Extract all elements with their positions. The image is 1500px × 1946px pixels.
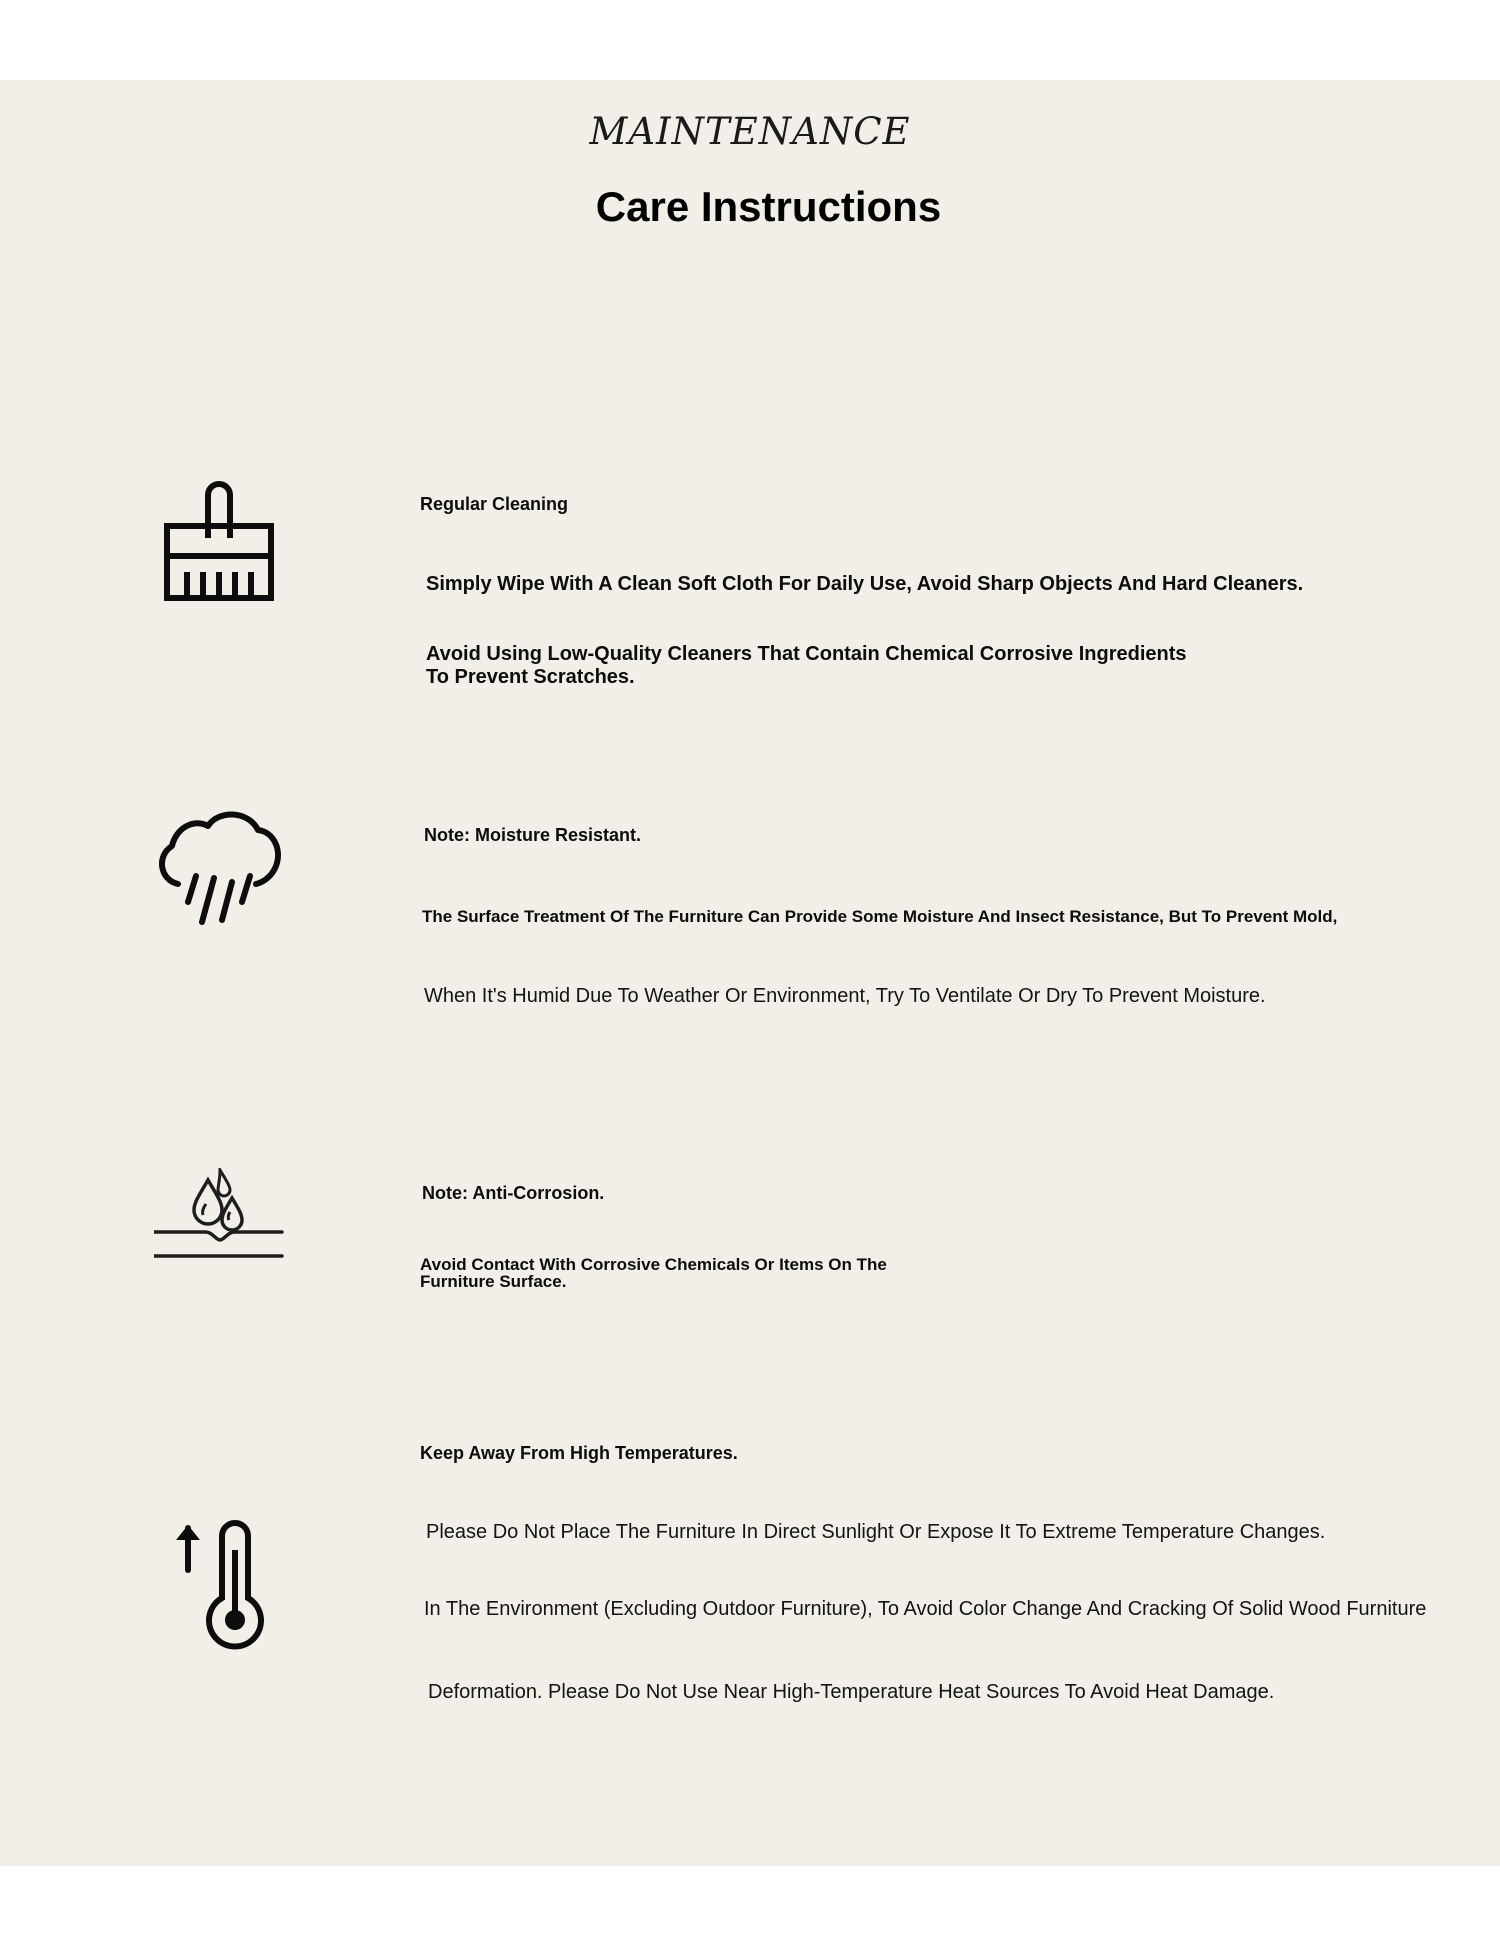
section-heading-cleaning: Regular Cleaning — [420, 494, 569, 514]
section-heading-moisture: Note: Moisture Resistant. — [424, 825, 642, 845]
section-paragraph — [420, 1256, 887, 1290]
section-line: In The Environment (Excluding Outdoor Furniture), To Avoid Color Change And Cracking Of Solid Wood Furniture — [424, 1598, 1427, 1620]
thermometer-up-icon — [170, 1520, 270, 1652]
section-line: Avoid Using Low-Quality Cleaners That Contain Chemical Corrosive Ingredients — [426, 643, 1187, 665]
section-line: Deformation. Please Do Not Use Near High-Temperature Heat Sources To Avoid Heat Damage. — [428, 1681, 1275, 1703]
page-title: Care Instructions — [595, 183, 942, 230]
water-drops-icon — [154, 1168, 286, 1264]
section-line: To Prevent Scratches. — [426, 666, 635, 688]
eyebrow-label: MAINTENANCE — [589, 110, 911, 153]
section-line: Simply Wipe With A Clean Soft Cloth For Daily Use, Avoid Sharp Objects And Hard Cleaners. — [426, 573, 1304, 595]
rain-cloud-icon — [152, 810, 284, 934]
section-line: Furniture Surface. — [420, 1272, 567, 1291]
section-heading-temperature: Keep Away From High Temperatures. — [420, 1443, 738, 1463]
section-line: When It's Humid Due To Weather Or Environment, Try To Ventilate Or Dry To Prevent Moisture. — [424, 985, 1266, 1007]
section-line: Please Do Not Place The Furniture In Direct Sunlight Or Expose It To Extreme Temperature Changes. — [426, 1521, 1326, 1543]
section-paragraph — [426, 643, 1326, 689]
paintbrush-icon — [160, 480, 280, 604]
section-line: The Surface Treatment Of The Furniture Can Provide Some Moisture And Insect Resistance, But To Prevent Mold, — [422, 907, 1338, 926]
section-line: Avoid Contact With Corrosive Chemicals Or Items On The — [420, 1255, 887, 1274]
section-heading-corrosion: Note: Anti-Corrosion. — [422, 1183, 605, 1203]
